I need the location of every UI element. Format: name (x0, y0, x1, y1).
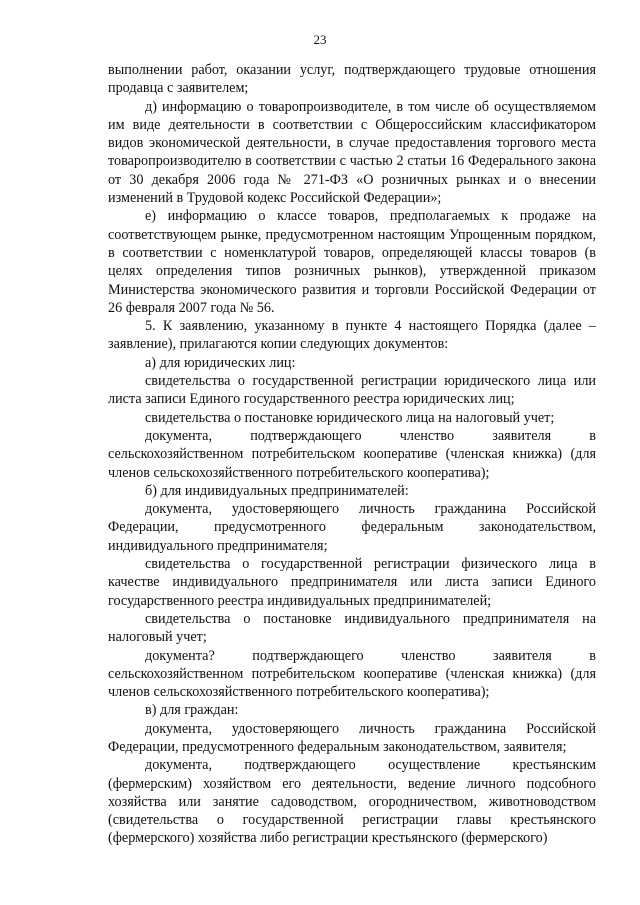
paragraph: 5. К заявлению, указанному в пункте 4 настоящего Порядка (далее – заявление), прилагаются копии следующих документов: (108, 318, 596, 353)
paragraph: документа, удостоверяющего личность гражданина Российской Федерации, предусмотренного федеральным законодательством, заявителя; (108, 720, 596, 755)
document-body (108, 61, 596, 848)
paragraph: выполнении работ, оказании услуг, подтверждающего трудовые отношения продавца с заявителем; (108, 62, 596, 97)
paragraph: свидетельства о постановке юридического лица на налоговый учет; (145, 409, 555, 426)
paragraph: а) для юридических лиц: (145, 354, 296, 371)
paragraph: е) информацию о классе товаров, предполагаемых к продаже на соответствующем рынке, предусмотренном настоящим Упрощенным порядком, в соответствии с номенклатурой товаров, определяющей классы товаров (в целях определения типов розничных рынков), утвержденной приказом Министерства экономического развития и торговли Российской Федерации от 26 февраля 2007 года № 56. (108, 208, 596, 316)
page-number: 23 (313, 32, 327, 47)
paragraph: документа? подтверждающего членство заявителя в сельскохозяйственном потребительском кооперативе (членская книжка) (для членов сельскохозяйственного потребительского кооператива); (108, 647, 596, 701)
paragraph: свидетельства о государственной регистрации физического лица в качестве индивидуального предпринимателя или листа записи Единого государственного реестра индивидуальных предпринимателей; (108, 556, 596, 609)
paragraph: документа, подтверждающего членство заявителя в сельскохозяйственном потребительском кооперативе (членская книжка) (для членов сельскохозяйственного потребительского кооператива); (108, 427, 596, 481)
paragraph: свидетельства о постановке индивидуального предпринимателя на налоговый учет; (108, 610, 596, 646)
paragraph: документа, подтверждающего осуществление крестьянским (фермерским) хозяйством его деятельности, ведение личного подсобного хозяйства или занятие садоводством, огородничеством, животноводством (свидетельства о государственной регистрации главы крестьянского (фермерского) хозяйства либо регистрации крестьянского (фермерского) (108, 757, 596, 847)
paragraph: д) информацию о товаропроизводителе, в том числе об осуществляемом им виде деятельности в соответствии с Общероссийским классификатором видов экономической деятельности, в случае предоставления торгового места товаропроизводителю в соответствии с частью 2 статьи 16 Федерального закона от 30 декабря 2006 года № 271-ФЗ «О розничных рынках и о внесении изменений в Трудовой кодекс Российской Федерации»; (108, 98, 596, 207)
paragraph: свидетельства о государственной регистрации юридического лица или листа записи Единого государственного реестра юридических лиц; (108, 373, 596, 408)
paragraph: документа, удостоверяющего личность гражданина Российской Федерации, предусмотренного федеральным законодательством, индивидуального предпринимателя; (108, 501, 596, 554)
paragraph: в) для граждан: (145, 702, 239, 719)
paragraph: б) для индивидуальных предпринимателей: (145, 482, 409, 499)
